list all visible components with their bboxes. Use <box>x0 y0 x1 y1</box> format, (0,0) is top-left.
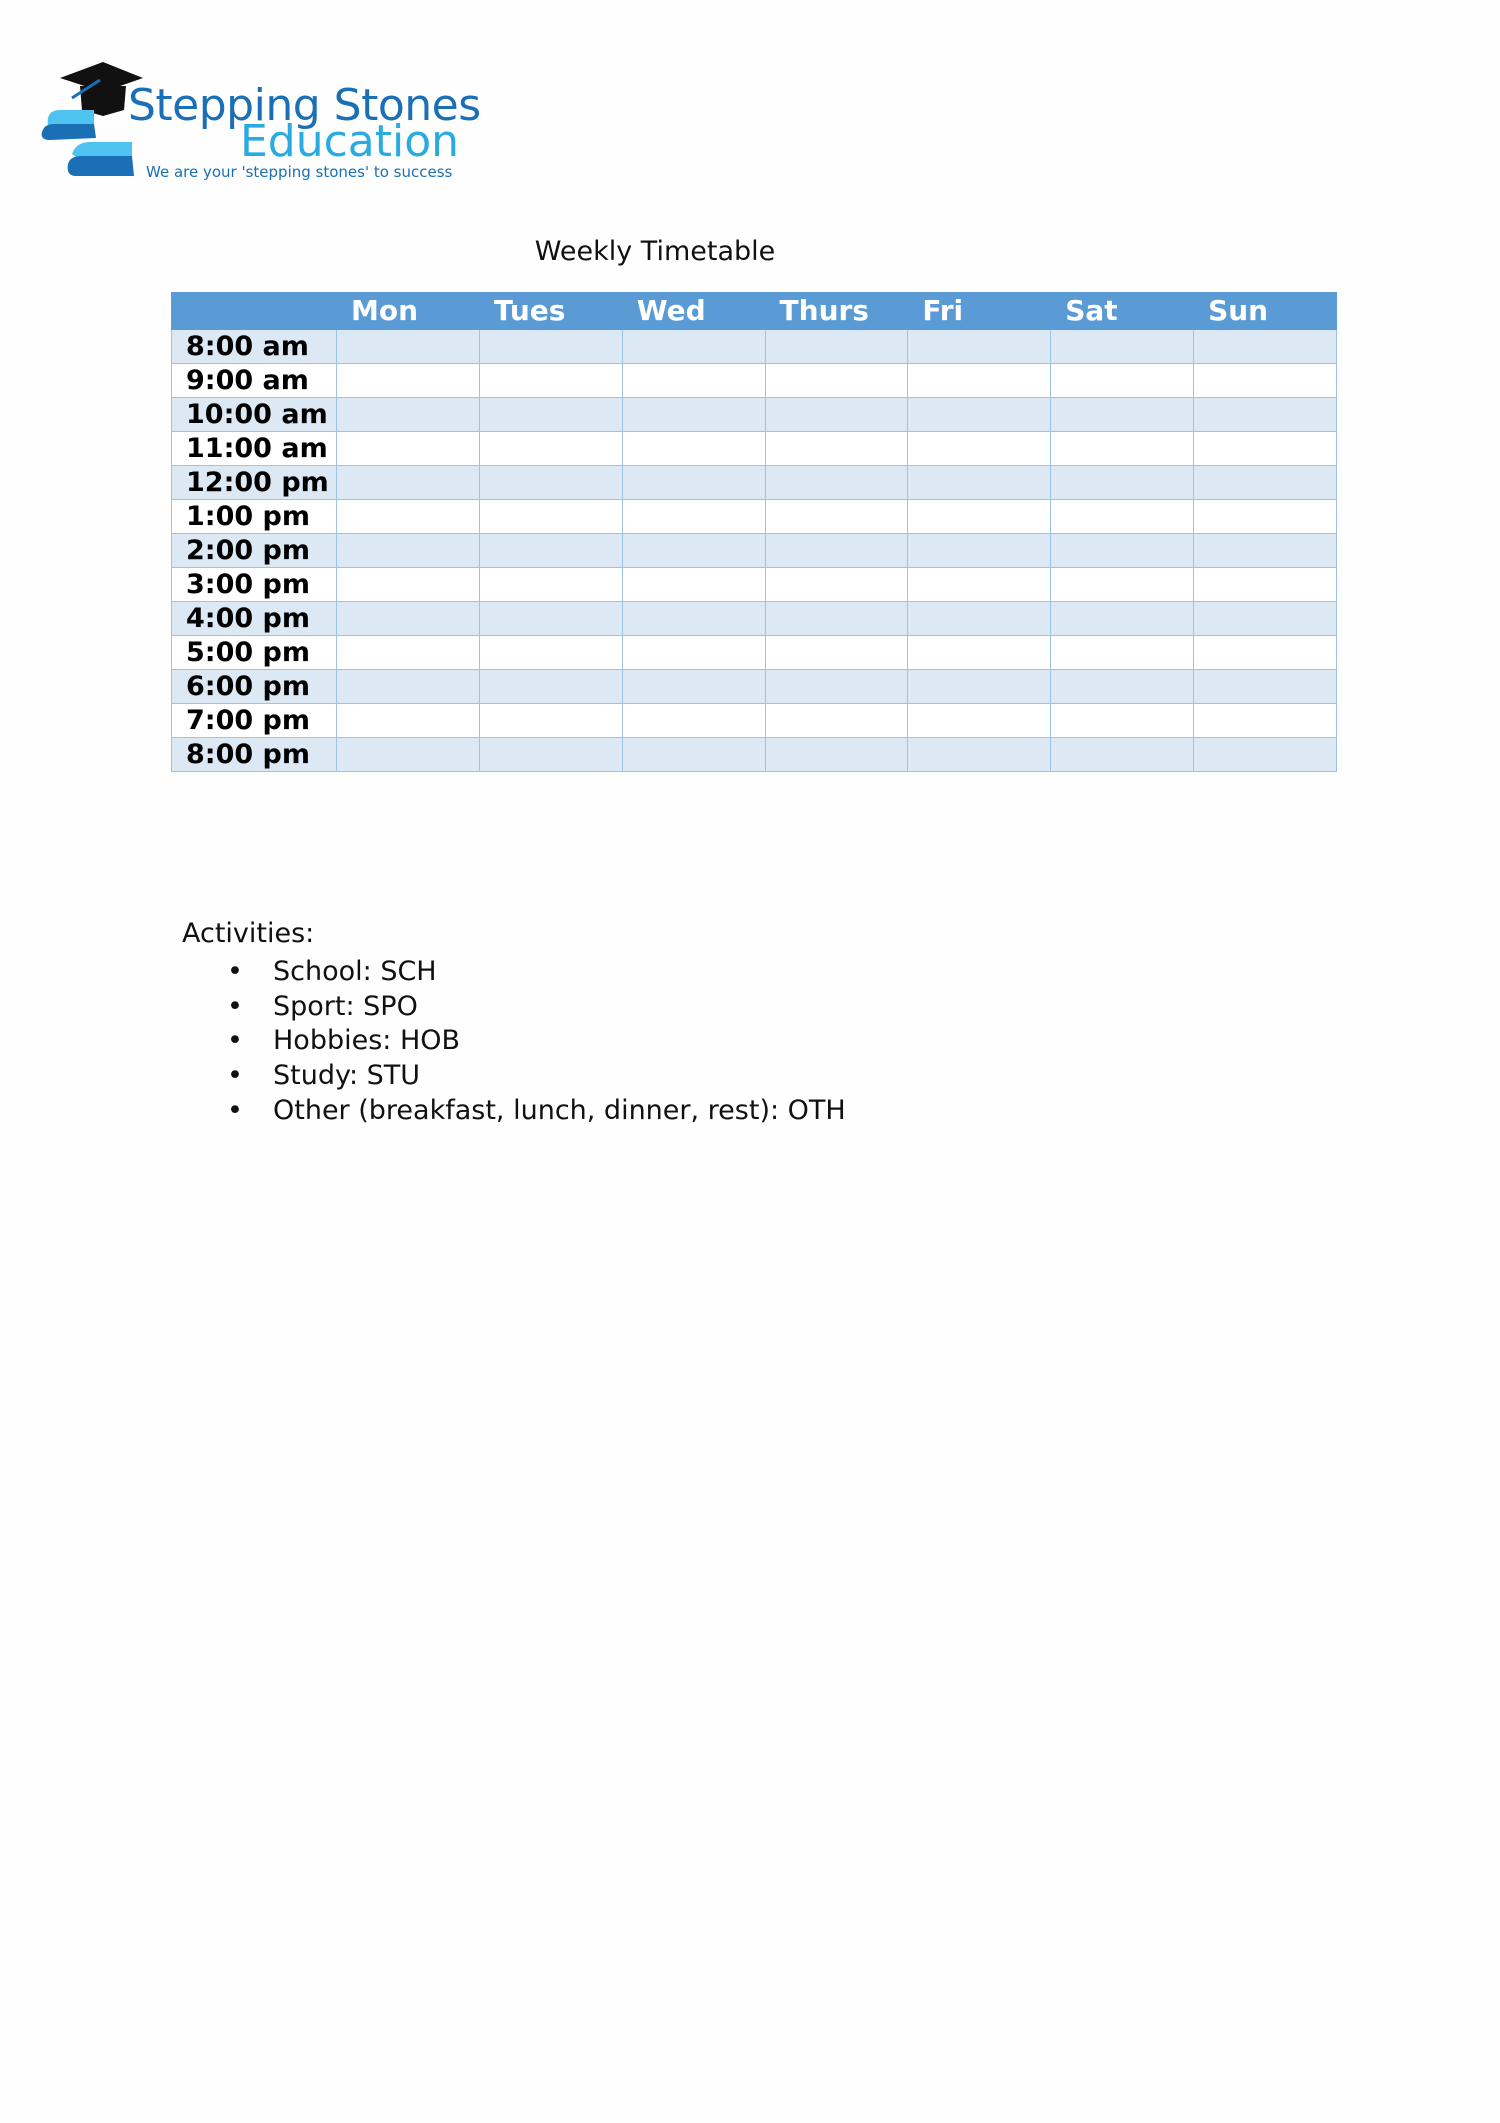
activity-text: Hobbies: HOB <box>273 1025 461 1057</box>
slot-cell-wed[interactable] <box>622 670 765 704</box>
slot-cell-sat[interactable] <box>1051 534 1194 568</box>
slot-cell-fri[interactable] <box>908 330 1051 364</box>
slot-cell-wed[interactable] <box>622 398 765 432</box>
time-label: 11:00 am <box>172 432 337 466</box>
slot-cell-sat[interactable] <box>1051 398 1194 432</box>
slot-cell-tues[interactable] <box>479 534 622 568</box>
slot-cell-tues[interactable] <box>479 636 622 670</box>
slot-cell-wed[interactable] <box>622 602 765 636</box>
slot-cell-thurs[interactable] <box>765 364 908 398</box>
slot-cell-thurs[interactable] <box>765 534 908 568</box>
day-header-thurs: Thurs <box>765 293 908 330</box>
slot-cell-tues[interactable] <box>479 670 622 704</box>
table-row <box>172 670 1337 704</box>
slot-cell-sat[interactable] <box>1051 568 1194 602</box>
slot-cell-fri[interactable] <box>908 602 1051 636</box>
table-row <box>172 738 1337 772</box>
slot-cell-tues[interactable] <box>479 432 622 466</box>
time-label: 9:00 am <box>172 364 337 398</box>
slot-cell-mon[interactable] <box>337 738 480 772</box>
slot-cell-fri[interactable] <box>908 500 1051 534</box>
slot-cell-sun[interactable] <box>1194 636 1337 670</box>
time-label: 4:00 pm <box>172 602 337 636</box>
slot-cell-sun[interactable] <box>1194 704 1337 738</box>
slot-cell-thurs[interactable] <box>765 432 908 466</box>
table-row <box>172 636 1337 670</box>
bullet-icon: • <box>227 990 243 1022</box>
slot-cell-tues[interactable] <box>479 466 622 500</box>
slot-cell-thurs[interactable] <box>765 398 908 432</box>
table-row <box>172 398 1337 432</box>
slot-cell-tues[interactable] <box>479 364 622 398</box>
logo-tagline: We are your 'stepping stones' to success <box>146 163 453 181</box>
slot-cell-mon[interactable] <box>337 364 480 398</box>
slot-cell-fri[interactable] <box>908 534 1051 568</box>
time-label: 2:00 pm <box>172 534 337 568</box>
slot-cell-tues[interactable] <box>479 738 622 772</box>
bullet-icon: • <box>227 956 243 987</box>
logo-name-line1: Stepping Stones <box>128 80 481 131</box>
slot-cell-mon[interactable] <box>337 398 480 432</box>
slot-cell-sun[interactable] <box>1194 466 1337 500</box>
slot-cell-wed[interactable] <box>622 636 765 670</box>
slot-cell-fri[interactable] <box>908 568 1051 602</box>
slot-cell-mon[interactable] <box>337 534 480 568</box>
slot-cell-fri[interactable] <box>908 670 1051 704</box>
slot-cell-sat[interactable] <box>1051 670 1194 704</box>
slot-cell-sat[interactable] <box>1051 602 1194 636</box>
slot-cell-fri[interactable] <box>908 704 1051 738</box>
slot-cell-sun[interactable] <box>1194 534 1337 568</box>
slot-cell-wed[interactable] <box>622 500 765 534</box>
activity-text: Other (breakfast, lunch, dinner, rest): OTH <box>273 1094 846 1126</box>
slot-cell-wed[interactable] <box>622 432 765 466</box>
slot-cell-mon[interactable] <box>337 568 480 602</box>
slot-cell-mon[interactable] <box>337 432 480 466</box>
slot-cell-fri[interactable] <box>908 466 1051 500</box>
slot-cell-thurs[interactable] <box>765 500 908 534</box>
time-label: 12:00 pm <box>172 466 337 500</box>
time-label: 10:00 am <box>172 398 337 432</box>
day-header-tues: Tues <box>479 293 622 330</box>
slot-cell-wed[interactable] <box>622 738 765 772</box>
bullet-icon: • <box>227 1025 243 1057</box>
table-row <box>172 500 1337 534</box>
slot-cell-tues[interactable] <box>479 568 622 602</box>
slot-cell-sun[interactable] <box>1194 670 1337 704</box>
slot-cell-sat[interactable] <box>1051 330 1194 364</box>
activity-item <box>182 1024 846 1059</box>
slot-cell-sat[interactable] <box>1051 738 1194 772</box>
time-label: 8:00 pm <box>172 738 337 772</box>
logo-name-line2: Education <box>240 116 460 167</box>
activity-text: Sport: SPO <box>273 990 418 1022</box>
slot-cell-thurs[interactable] <box>765 670 908 704</box>
slot-cell-sat[interactable] <box>1051 432 1194 466</box>
page-title: Weekly Timetable <box>534 236 776 267</box>
slot-cell-fri[interactable] <box>908 398 1051 432</box>
slot-cell-mon[interactable] <box>337 704 480 738</box>
time-label: 8:00 am <box>172 330 337 364</box>
slot-cell-tues[interactable] <box>479 330 622 364</box>
slot-cell-fri[interactable] <box>908 432 1051 466</box>
slot-cell-mon[interactable] <box>337 466 480 500</box>
slot-cell-fri[interactable] <box>908 636 1051 670</box>
time-label: 1:00 pm <box>172 500 337 534</box>
slot-cell-sun[interactable] <box>1194 738 1337 772</box>
day-header-sun: Sun <box>1194 293 1337 330</box>
table-row <box>172 534 1337 568</box>
slot-cell-thurs[interactable] <box>765 568 908 602</box>
table-row <box>172 364 1337 398</box>
activity-text: Study: STU <box>273 1060 421 1092</box>
time-label: 5:00 pm <box>172 636 337 670</box>
slot-cell-thurs[interactable] <box>765 466 908 500</box>
slot-cell-tues[interactable] <box>479 398 622 432</box>
activity-text: School: SCH <box>273 956 437 987</box>
slot-cell-sun[interactable] <box>1194 432 1337 466</box>
day-header-mon: Mon <box>337 293 480 330</box>
slot-cell-sun[interactable] <box>1194 500 1337 534</box>
slot-cell-mon[interactable] <box>337 602 480 636</box>
slot-cell-sun[interactable] <box>1194 398 1337 432</box>
slot-cell-thurs[interactable] <box>765 636 908 670</box>
slot-cell-sat[interactable] <box>1051 364 1194 398</box>
slot-cell-wed[interactable] <box>622 330 765 364</box>
slot-cell-thurs[interactable] <box>765 738 908 772</box>
bullet-icon: • <box>227 1094 243 1126</box>
slot-cell-mon[interactable] <box>337 500 480 534</box>
table-row <box>172 466 1337 500</box>
time-label: 7:00 pm <box>172 704 337 738</box>
slot-cell-tues[interactable] <box>479 602 622 636</box>
day-header-wed: Wed <box>622 293 765 330</box>
timetable <box>171 292 1337 772</box>
slot-cell-sat[interactable] <box>1051 636 1194 670</box>
activities-label: Activities: <box>182 918 315 949</box>
slot-cell-sun[interactable] <box>1194 602 1337 636</box>
activity-item <box>182 1059 846 1094</box>
slot-cell-sun[interactable] <box>1194 568 1337 602</box>
day-header-fri: Fri <box>908 293 1051 330</box>
activity-item <box>182 1094 846 1129</box>
slot-cell-wed[interactable] <box>622 466 765 500</box>
slot-cell-wed[interactable] <box>622 568 765 602</box>
slot-cell-tues[interactable] <box>479 500 622 534</box>
time-label: 3:00 pm <box>172 568 337 602</box>
bullet-icon: • <box>227 1060 243 1092</box>
day-header-sat: Sat <box>1051 293 1194 330</box>
slot-cell-sat[interactable] <box>1051 500 1194 534</box>
table-row <box>172 568 1337 602</box>
table-row <box>172 602 1337 636</box>
table-row <box>172 704 1337 738</box>
slot-cell-thurs[interactable] <box>765 602 908 636</box>
slot-cell-wed[interactable] <box>622 704 765 738</box>
slot-cell-fri[interactable] <box>908 364 1051 398</box>
slot-cell-mon[interactable] <box>337 330 480 364</box>
activity-item <box>182 955 846 990</box>
slot-cell-fri[interactable] <box>908 738 1051 772</box>
slot-cell-wed[interactable] <box>622 364 765 398</box>
slot-cell-sun[interactable] <box>1194 364 1337 398</box>
slot-cell-sat[interactable] <box>1051 704 1194 738</box>
table-header-row <box>172 293 1337 330</box>
corner-cell <box>172 293 337 330</box>
activity-item <box>182 990 846 1025</box>
slot-cell-sat[interactable] <box>1051 466 1194 500</box>
time-label: 6:00 pm <box>172 670 337 704</box>
activities-list <box>182 955 846 1128</box>
slot-cell-tues[interactable] <box>479 704 622 738</box>
slot-cell-mon[interactable] <box>337 670 480 704</box>
slot-cell-thurs[interactable] <box>765 704 908 738</box>
table-row <box>172 330 1337 364</box>
slot-cell-mon[interactable] <box>337 636 480 670</box>
slot-cell-thurs[interactable] <box>765 330 908 364</box>
slot-cell-sun[interactable] <box>1194 330 1337 364</box>
slot-cell-wed[interactable] <box>622 534 765 568</box>
table-row <box>172 432 1337 466</box>
